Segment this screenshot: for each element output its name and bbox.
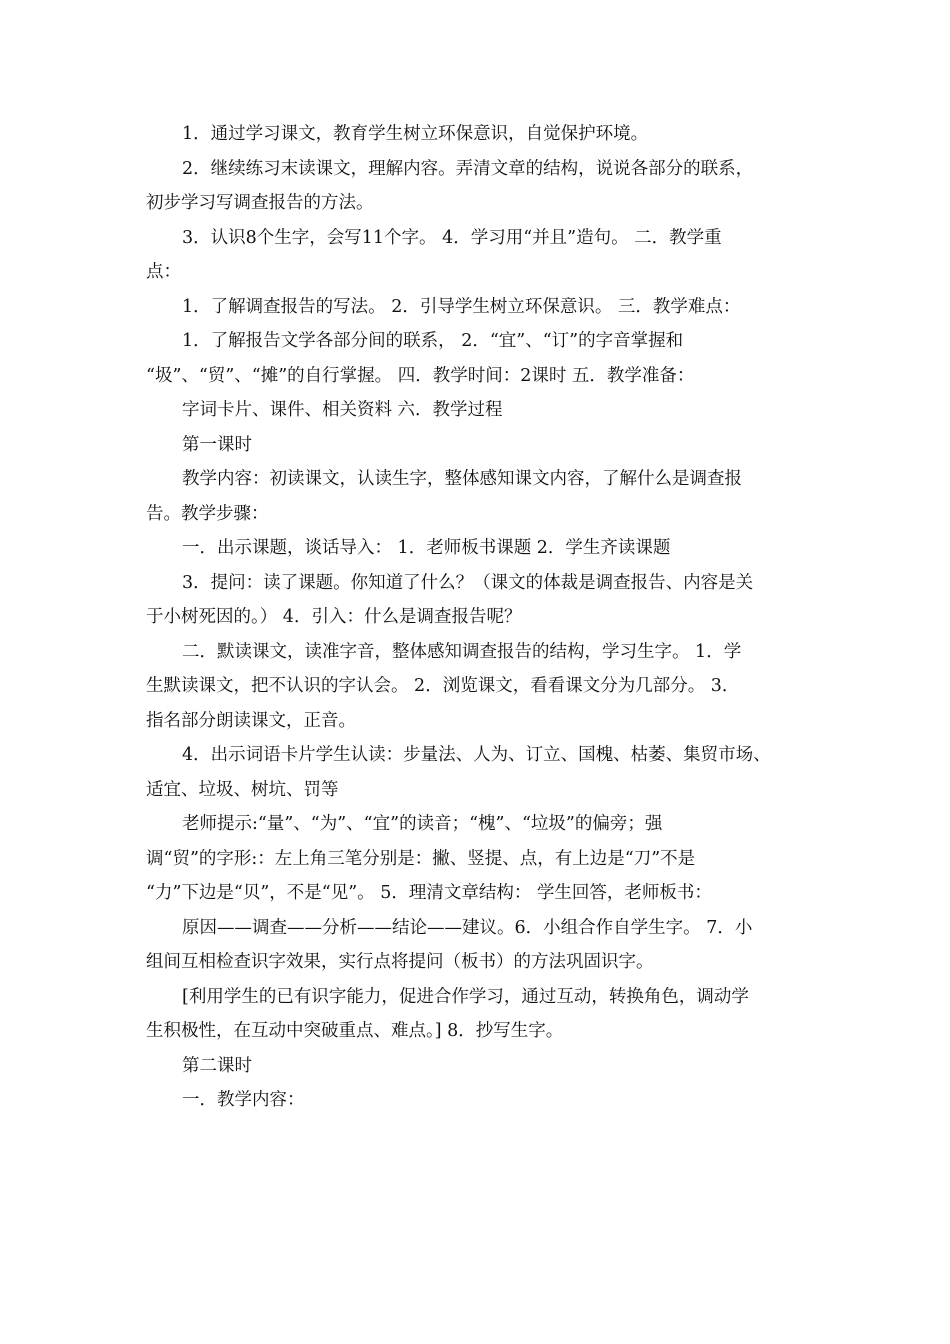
text-line: 组间互相检查识字效果，实行点将提问（板书）的方法巩固识字。 <box>146 952 654 972</box>
text-line: 2．继续练习末读课文，理解内容。弄清文章的结构，说说各部分的联系， <box>182 158 754 179</box>
text-line: 3．认识8个生字，会写11个字。 4．学习用“并且”造句。 二．教学重 <box>182 227 722 248</box>
text-line: 一．教学内容： <box>182 1090 305 1110</box>
text-line: 指名部分朗读课文，正音。 <box>146 710 356 731</box>
text-line: [利用学生的已有识字能力，促进合作学习，通过互动，转换角色，调动学 <box>182 986 749 1007</box>
text-line: 生默读课文，把不认识的字认会。 2．浏览课文，看看课文分为几部分。 3． <box>146 676 740 696</box>
document-body <box>146 117 806 1118</box>
text-line: 教学内容：初读课文，认读生字，整体感知课文内容，了解什么是调查报 <box>182 469 742 489</box>
text-line: 二．默读课文，读准字音，整体感知调查报告的结构，学习生字。 1．学 <box>182 641 742 662</box>
text-line: 于小树死因的。） 4．引入：什么是调查报告呢？ <box>146 607 522 627</box>
text-line: 点： <box>146 262 181 282</box>
text-line: 字词卡片、课件、相关资料 六．教学过程 <box>182 400 503 420</box>
text-line: 原因——调查——分析——结论——建议。6．小组合作自学生字。 7．小 <box>182 917 753 938</box>
section-heading: 第二课时 <box>182 1055 252 1076</box>
text-line: 一．出示课题，谈话导入： 1．老师板书课题 2．学生齐读课题 <box>182 538 671 558</box>
text-line: 适宜、垃圾、树坑、罚等 <box>146 779 339 800</box>
text-line: 1．了解报告文学各部分间的联系， 2．“宜”、“订”的字音掌握和 <box>182 331 684 351</box>
text-line: “力”下边是“贝”，不是“见”。 5．理清文章结构： 学生回答，老师板书： <box>146 883 712 903</box>
text-line: 初步学习写调查报告的方法。 <box>146 193 374 213</box>
text-line: “圾”、“贸”、“摊”的自行掌握。 四．教学时间：2课时 五．教学准备： <box>146 365 695 386</box>
text-line: 3．提问：读了课题。你知道了什么？（课文的体裁是调查报告、内容是关 <box>182 572 754 593</box>
text-line: 生积极性，在互动中突破重点、难点。] 8．抄写生字。 <box>146 1021 564 1041</box>
text-line: 调“贸”的字形:：左上角三笔分别是：撇、竖提、点，有上边是“刀”不是 <box>146 848 696 869</box>
text-line: 4．出示词语卡片学生认读：步量法、人为、订立、国槐、枯萎、集贸市场、 <box>182 745 771 765</box>
text-line: 老师提示:“量”、“为”、“宜”的读音；“槐”、“垃圾”的偏旁；强 <box>182 814 663 834</box>
text-line: 告。教学步骤： <box>146 503 269 524</box>
text-line: 1．通过学习课文，教育学生树立环保意识，自觉保护环境。 <box>182 124 649 144</box>
text-line: 1．了解调查报告的写法。 2．引导学生树立环保意识。 三．教学难点： <box>182 296 741 317</box>
section-heading: 第一课时 <box>182 434 252 455</box>
